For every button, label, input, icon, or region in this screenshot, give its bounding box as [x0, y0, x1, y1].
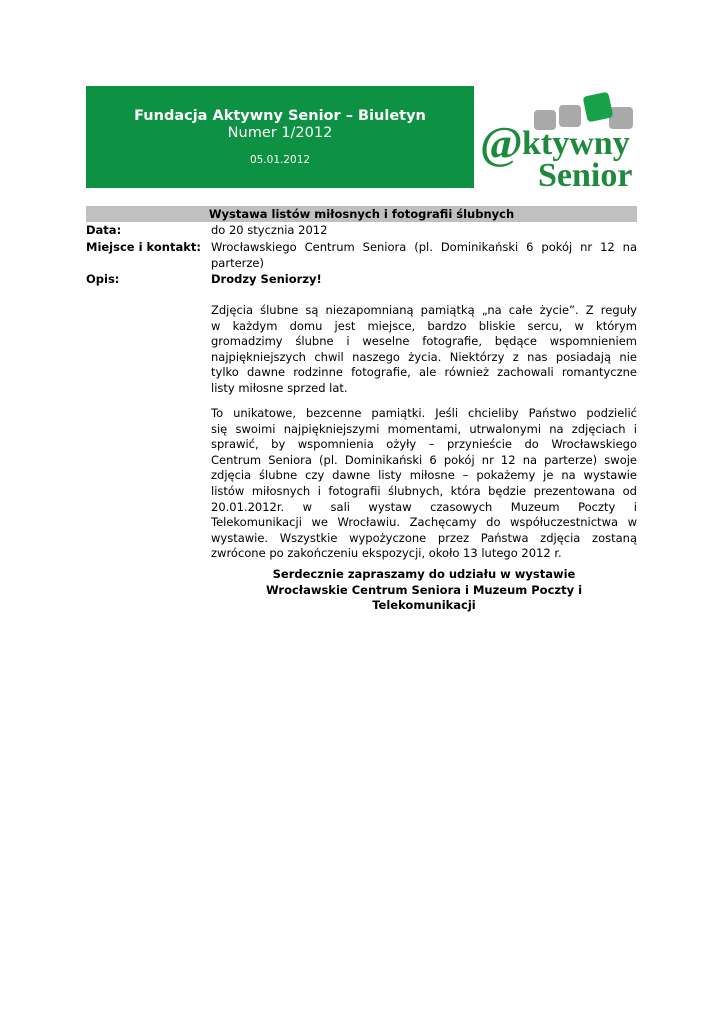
logo-square-accent — [583, 92, 614, 123]
paragraph-line: zdjęcia ślubne czy dawne listy miłosne – pokażemy je na wystawie — [211, 468, 637, 483]
closing-invitation — [211, 567, 637, 614]
place-line: Wrocławskiego Centrum Seniora (pl. Dominikański 6 pokój nr 12 na — [211, 240, 637, 254]
paragraph-2 — [211, 406, 637, 562]
paragraph-line: sprawić, by wspomnienia ożyły – przynieście do Wrocławskiego — [211, 437, 637, 452]
paragraph-line: się swoimi najpiękniejszymi momentami, utrwalonymi na zdjęciach i — [211, 421, 637, 436]
closing-line: Wrocławskie Centrum Seniora i Muzeum Poczty i — [265, 582, 583, 597]
description-label: Opis: — [86, 272, 120, 286]
logo-at-symbol: @ — [480, 117, 523, 168]
logo-square-2 — [559, 105, 581, 127]
paragraph-line: To unikatowe, bezcenne pamiątki. Jeśli chcieliby Państwo podzielić — [211, 406, 637, 420]
place-line: parterze) — [211, 255, 264, 270]
paragraph-line: w każdym domu jest miejsce, bardzo bliskie sercu, w którym — [211, 318, 637, 333]
paragraph-line: Telekomunikacji we Wrocławiu. Zachęcamy do współuczestnictwa w — [211, 515, 637, 530]
aktywny-senior-logo — [478, 88, 640, 192]
paragraph-line: Zdjęcia ślubne są niezapomnianą pamiątką „na całe życie”. Z reguły — [211, 303, 637, 317]
paragraph-line: listy miłosne sprzed lat. — [211, 380, 348, 395]
closing-line: Telekomunikacji — [372, 598, 476, 613]
place-label: Miejsce i kontakt: — [86, 240, 201, 254]
issue-number: Numer 1/2012 — [227, 125, 333, 141]
event-title-bar: Wystawa listów miłosnych i fotografii ślubnych — [86, 206, 637, 222]
logo-word-senior: Senior — [538, 157, 633, 192]
greeting: Drodzy Seniorzy! — [211, 272, 322, 286]
date-value: do 20 stycznia 2012 — [211, 223, 328, 237]
paragraph-line: zwrócone po zakończeniu ekspozycji, około 13 lutego 2012 r. — [211, 546, 562, 561]
paragraph-line: wystawie. Wszystkie wypożyczone przez Państwa zdjęcia zostaną — [211, 530, 637, 545]
paragraph-line: listów miłosnych i fotografii ślubnych, która będzie prezentowana od — [211, 483, 637, 498]
paragraph-line: Centrum Seniora (pl. Dominikański 6 pokój nr 12 na parterze) swoje — [211, 452, 637, 467]
paragraph-line: najpiękniejszych chwil naszego życia. Niektórzy z nas posiadają nie — [211, 349, 637, 364]
closing-line: Serdecznie zapraszamy do udziału w wystawie — [272, 567, 576, 581]
paragraph-line: gromadzimy ślubne i weselne fotografie, będące wspomnieniem — [211, 334, 637, 349]
date-label: Data: — [86, 223, 122, 237]
header-banner — [86, 86, 474, 188]
paragraph-1 — [211, 303, 637, 397]
paragraph-line: tylko dawne rodzinne fotografie, ale również zachowali romantyczne — [211, 365, 637, 380]
paragraph-line: 20.01.2012r. w sali wystaw czasowych Muzeum Poczty i — [211, 499, 637, 514]
bulletin-title: Fundacja Aktywny Senior – Biuletyn — [134, 108, 426, 124]
issue-date: 05.01.2012 — [249, 154, 311, 166]
place-value — [211, 240, 637, 271]
logo-word-aktywny: ktywny — [522, 125, 630, 162]
